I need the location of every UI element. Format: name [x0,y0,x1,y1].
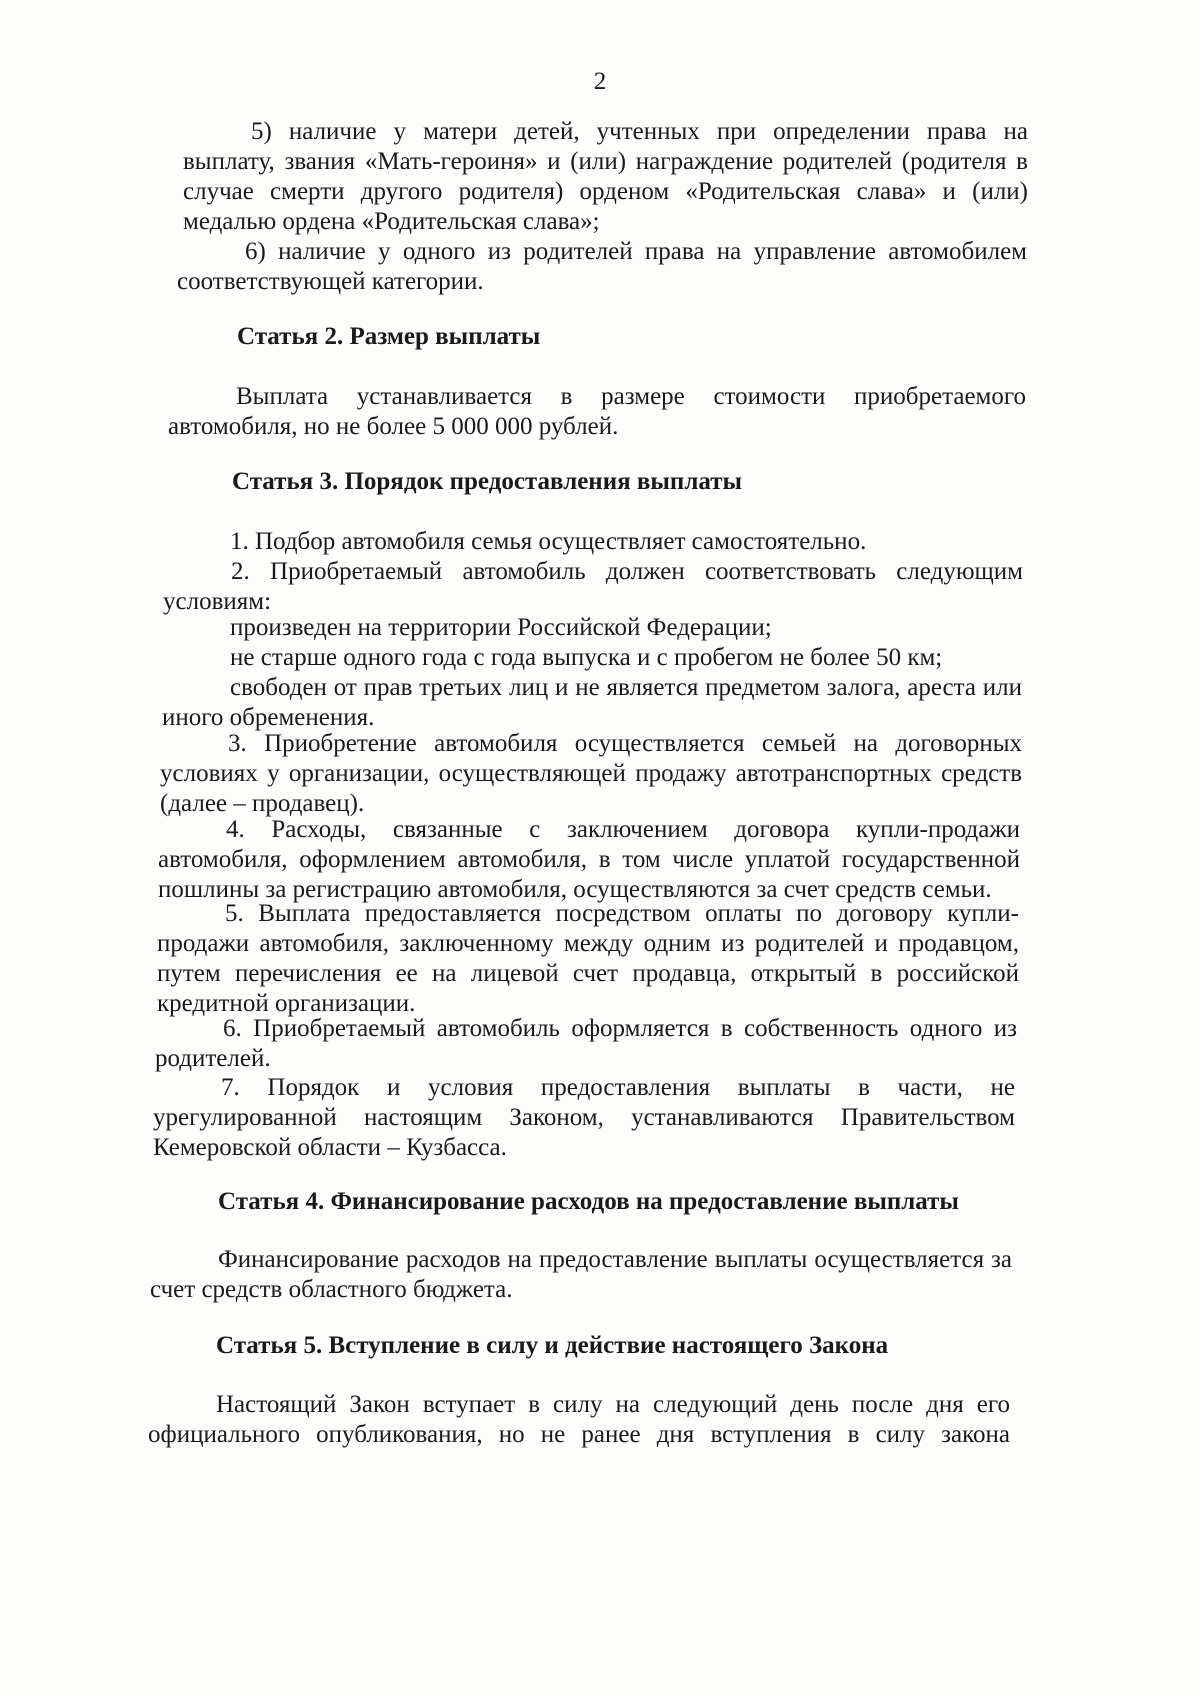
article3-item4: 4. Расходы, связанные с заключением договора купли-продажи автомобиля, оформлением автомобиля, в том числе уплатой государственной пошлины за регистрацию автомобиля, осуществляются за счет средств семьи. [158,816,1020,903]
article3-heading: Статья 3. Порядок предоставления выплаты [232,468,742,495]
article3-item3: 3. Приобретение автомобиля осуществляется семьей на договорных условиях у организации, осуществляющей продажу автотранспортных средств (далее – продавец). [160,730,1022,817]
article3-item5: 5. Выплата предоставляется посредством оплаты по договору купли-продажи автомобиля, заключенному между одним из родителей и продавцом, путем перечисления ее на лицевой счет продавца, открытый в российской кредитной организации. [157,900,1019,1017]
article5-heading: Статья 5. Вступление в силу и действие настоящего Закона [216,1332,889,1359]
article1-item5: 5) наличие у матери детей, учтенных при определении права на выплату, звания «Мать-героиня» и (или) награждение родителей (родителя в случае смерти другого родителя) орденом «Родительская слава» и (или) медалью ордена «Родительская слава»; [183,118,1028,235]
article2-text: Выплата устанавливается в размере стоимости приобретаемого автомобиля, но не более 5 000 000 рублей. [168,383,1026,440]
article3-item6: 6. Приобретаемый автомобиль оформляется в собственность одного из родителей. [155,1015,1017,1072]
page-number: 2 [593,68,607,95]
article5-text: Настоящий Закон вступает в силу на следующий день после дня его официального опубликования, но не ранее дня вступления в силу закона [148,1391,1010,1448]
article4-text: Финансирование расходов на предоставление выплаты осуществляется за счет средств областного бюджета. [150,1246,1012,1303]
article3-item7: 7. Порядок и условия предоставления выплаты в части, не урегулированной настоящим Законом, устанавливаются Правительством Кемеровской области – Кузбасса. [153,1074,1015,1161]
article2-heading: Статья 2. Размер выплаты [237,323,541,350]
article3-item2-condition-2: не старше одного года с года выпуска и с пробегом не более 50 км; [230,644,943,671]
article3-item1: 1. Подбор автомобиля семья осуществляет самостоятельно. [230,528,867,555]
article4-heading: Статья 4. Финансирование расходов на предоставление выплаты [218,1188,959,1215]
article3-item2-condition-3: свободен от прав третьих лиц и не является предметом залога, ареста или иного обременения. [162,674,1022,731]
article3-item2: 2. Приобретаемый автомобиль должен соответствовать следующим условиям: [163,558,1023,615]
article3-item2-condition-1: произведен на территории Российской Федерации; [230,614,772,641]
article1-item6: 6) наличие у одного из родителей права на управление автомобилем соответствующей категории. [177,238,1027,295]
